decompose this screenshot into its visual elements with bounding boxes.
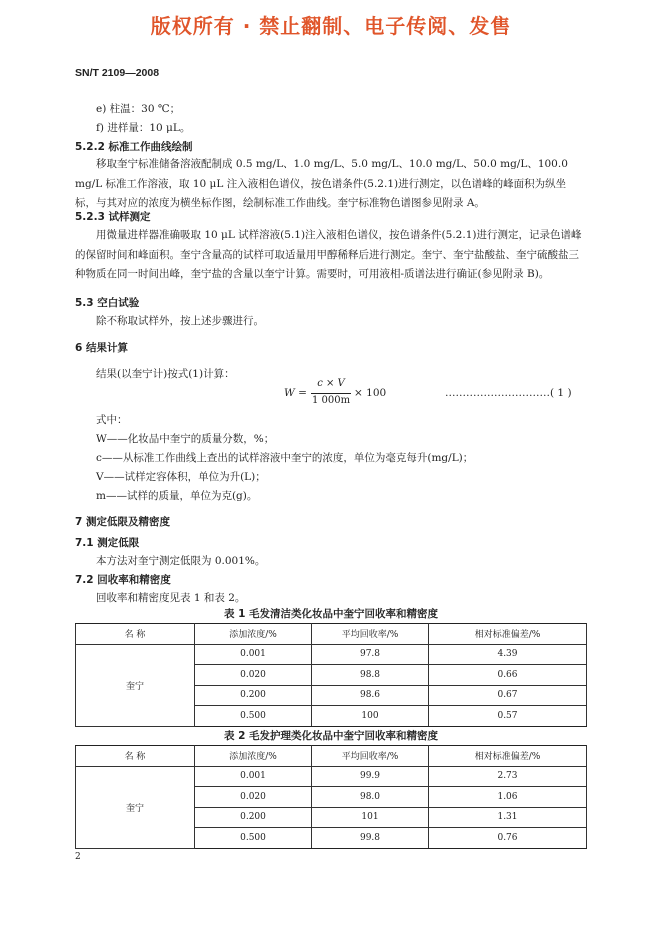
- cell-concentration: 0.020: [195, 787, 312, 808]
- cell-recovery: 99.9: [312, 766, 429, 787]
- table-header-row: [76, 624, 587, 645]
- watermark-banner: 版权所有 · 禁止翻制、电子传阅、发售: [150, 14, 512, 38]
- section-7-2-title: 7.2 回收率和精密度: [75, 574, 171, 586]
- cell-recovery: 101: [312, 807, 429, 828]
- section-5-2-2-text: 移取奎宁标准储备溶液配制成 0.5 mg/L、1.0 mg/L、5.0 mg/L、10.0 mg/L、50.0 mg/L、100.0 mg/L 标准工作溶液，取 10 μL 注入液相色谱仪，按色谱条件(5.2.1)进行测定，以色谱峰的峰面积为纵坐标，与其对应的浓度为横坐标作图，绘制标准工作曲线。奎宁标准物色谱图参见附录 A。: [75, 158, 568, 209]
- section-7-2-text: 回收率和精密度见表 1 和表 2。: [96, 592, 246, 604]
- row-name: 奎宁: [76, 644, 195, 726]
- table-row: [76, 644, 587, 665]
- def-m: m——试样的质量，单位为克(g)。: [96, 490, 258, 502]
- section-7-title: 7 测定低限及精密度: [75, 516, 170, 528]
- section-5-2-3-title: 5.2.3 试样测定: [75, 211, 151, 223]
- header-rsd: 相对标准偏差/%: [429, 746, 587, 767]
- table-header-row: [76, 746, 587, 767]
- formula-number: …………………………( 1 ): [445, 387, 572, 399]
- formula-intro: 结果(以奎宁计)按式(1)计算：: [96, 368, 235, 380]
- formula-where: 式中：: [96, 414, 128, 426]
- row-name: 奎宁: [76, 766, 195, 848]
- cell-concentration: 0.001: [195, 644, 312, 665]
- page-number: 2: [75, 852, 81, 862]
- section-5-3-text: 除不称取试样外，按上述步骤进行。: [96, 315, 264, 327]
- cell-rsd: 1.31: [429, 807, 587, 828]
- cell-concentration: 0.200: [195, 685, 312, 706]
- formula-rhs: × 100: [354, 387, 387, 399]
- cell-concentration: 0.500: [195, 706, 312, 727]
- header-rsd: 相对标准偏差/%: [429, 624, 587, 645]
- table1-caption: 表 1 毛发清洁类化妆品中奎宁回收率和精密度: [223, 608, 439, 620]
- header-concentration: 添加浓度/%: [195, 746, 312, 767]
- def-V: V——试样定容体积，单位为升(L)；: [96, 471, 266, 483]
- item-e: e) 柱温：30 ℃；: [96, 103, 181, 115]
- section-5-2-3-text: 用微量进样器准确吸取 10 μL 试样溶液(5.1)注入液相色谱仪，按色谱条件(5.2.1)进行测定，记录色谱峰的保留时间和峰面积。奎宁含量高的试样可取适量用甲醇稀释后进行测定。奎宁、奎宁盐酸盐、奎宁硫酸盐三种物质在同一时间出峰，奎宁盐的含量以奎宁计算。需要时，可用液相-质谱法进行确证(参见附录 B)。: [75, 229, 582, 280]
- table-row: [76, 766, 587, 787]
- cell-rsd: 2.73: [429, 766, 587, 787]
- cell-concentration: 0.500: [195, 828, 312, 849]
- section-5-2-2-title: 5.2.2 标准工作曲线绘制: [75, 141, 193, 153]
- cell-concentration: 0.020: [195, 665, 312, 686]
- cell-rsd: 0.76: [429, 828, 587, 849]
- cell-recovery: 98.6: [312, 685, 429, 706]
- header-concentration: 添加浓度/%: [195, 624, 312, 645]
- cell-recovery: 99.8: [312, 828, 429, 849]
- def-W: W——化妆品中奎宁的质量分数，%；: [96, 433, 275, 445]
- cell-concentration: 0.001: [195, 766, 312, 787]
- cell-rsd: 0.66: [429, 665, 587, 686]
- cell-recovery: 100: [312, 706, 429, 727]
- cell-rsd: 0.67: [429, 685, 587, 706]
- cell-concentration: 0.200: [195, 807, 312, 828]
- section-7-1-text: 本方法对奎宁测定低限为 0.001%。: [96, 555, 266, 567]
- item-f: f) 进样量：10 μL。: [96, 122, 191, 134]
- cell-recovery: 98.8: [312, 665, 429, 686]
- standard-number: SN/T 2109—2008: [75, 67, 160, 79]
- formula-numerator: c × V: [317, 378, 345, 389]
- formula-lhs: W =: [284, 387, 307, 399]
- table1: [75, 623, 587, 727]
- fraction-bar: [311, 393, 351, 394]
- header-name: 名 称: [76, 624, 195, 645]
- cell-recovery: 98.0: [312, 787, 429, 808]
- section-5-3-title: 5.3 空白试验: [75, 297, 140, 309]
- formula-denominator: 1 000m: [311, 395, 351, 406]
- table2: [75, 745, 587, 849]
- cell-rsd: 0.57: [429, 706, 587, 727]
- header-name: 名 称: [76, 746, 195, 767]
- cell-rsd: 1.06: [429, 787, 587, 808]
- section-6-title: 6 结果计算: [75, 342, 128, 354]
- table2-caption: 表 2 毛发护理类化妆品中奎宁回收率和精密度: [223, 730, 439, 742]
- cell-recovery: 97.8: [312, 644, 429, 665]
- cell-rsd: 4.39: [429, 644, 587, 665]
- header-recovery: 平均回收率/%: [312, 624, 429, 645]
- header-recovery: 平均回收率/%: [312, 746, 429, 767]
- section-7-1-title: 7.1 测定低限: [75, 537, 140, 549]
- def-c: c——从标准工作曲线上查出的试样溶液中奎宁的浓度，单位为毫克每升(mg/L)；: [96, 452, 474, 464]
